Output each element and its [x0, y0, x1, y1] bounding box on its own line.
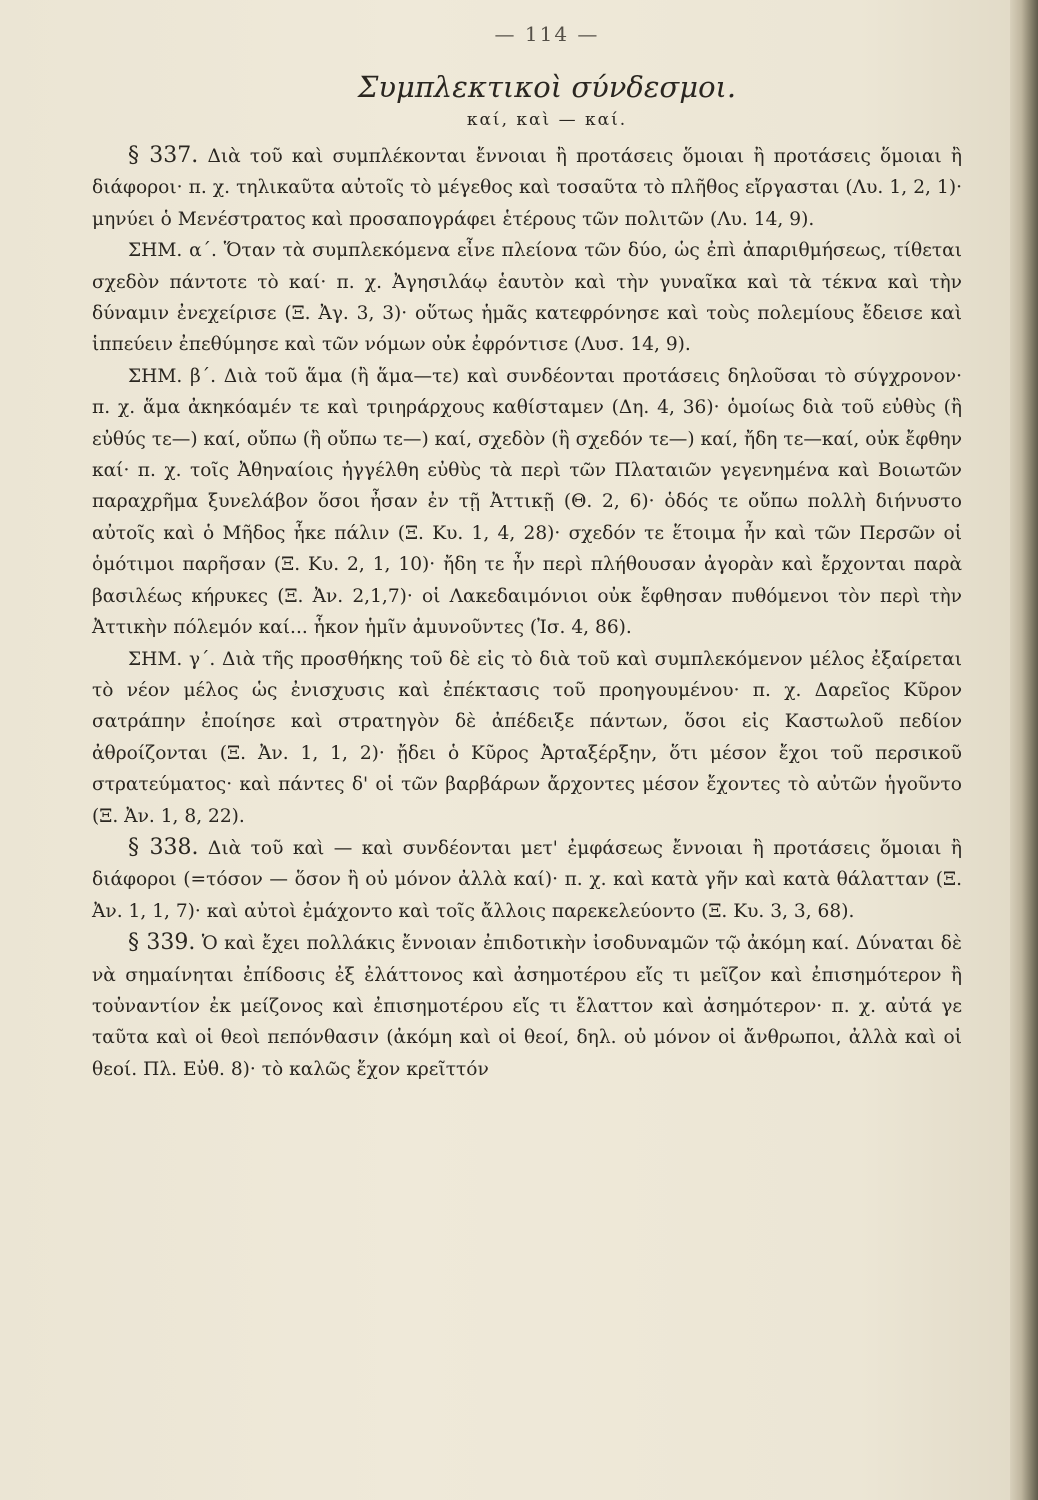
page-binding-edge: [1010, 0, 1038, 1500]
note-label: ΣΗΜ. γ΄.: [128, 648, 216, 670]
paragraph-text: Ὅταν τὰ συμπλεκόμενα εἶνε πλείονα τῶν δύο, ὡς ἐπὶ ἀπαριθμήσεως, τίθεται σχεδὸν πάντοτε τὸ καί· π. χ. Ἀγησιλάῳ ἑαυτὸν καὶ τὴν γυναῖκα καὶ τὰ τέκνα καὶ τὴν δύναμιν ἐνεχείρισε (Ξ. Ἀγ. 3, 3)· οὕτως ἡμᾶς κατεφρόνησε καὶ τοὺς πολεμίους ἔδεισε καὶ ἱππεύειν ἐπεθύμησε καὶ τῶν νόμων οὐκ ἐφρόντισε (Λυσ. 14, 9).: [92, 240, 962, 356]
note-alpha: [92, 235, 962, 361]
paragraph-339: [92, 927, 962, 1085]
page-number: — 114 —: [494, 22, 600, 46]
page-content: [92, 22, 962, 1085]
section-number: § 337.: [128, 143, 199, 168]
paragraph-text: Διὰ τοῦ καὶ — καὶ συνδέονται μετ' ἐμφάσεως ἔννοιαι ἢ προτάσεις ὅμοιαι ἢ διάφοροι (=τόσον — ὅσον ἢ οὐ μόνον ἀλλὰ καί)· π. χ. καὶ κατὰ γῆν καὶ κατὰ θάλατταν (Ξ. Ἀν. 1, 1, 7)· καὶ αὐτοὶ ἐμάχοντο καὶ τοῖς ἄλλοις παρεκελεύοντο (Ξ. Κυ. 3, 3, 68).: [92, 837, 963, 922]
paragraph-338: [92, 832, 962, 927]
paragraph-text: Διὰ τοῦ καὶ συμπλέκονται ἔννοιαι ἢ προτάσεις ὅμοιαι ἢ προτάσεις ὅμοιαι ἢ διάφοροι· π. χ. τηλικαῦτα αὐτοῖς τὸ μέγεθος καὶ τοσαῦτα τὸ πλῆθος εἴργασται (Λυ. 1, 2, 1)· μηνύει ὁ Μενέστρατος καὶ προσαπογράφει ἑτέρους τῶν πολιτῶν (Λυ. 14, 9).: [92, 146, 962, 230]
paragraph-text: Ὁ καὶ ἔχει πολλάκις ἔννοιαν ἐπιδοτικὴν ἰσοδυναμῶν τῷ ἀκόμη καί. Δύναται δὲ νὰ σημαίνηται ἐπίδοσις ἐξ ἐλάττονος καὶ ἀσημοτέρου εἴς τι μεῖζον καὶ ἐπισημότερον ἢ τοὐναντίον ἐκ μείζονος καὶ ἐπισημοτέρου εἴς τι ἔλαττον καὶ ἀσημότερον· π. χ. αὐτά γε ταῦτα καὶ οἱ θεοὶ πεπόνθασιν (ἀκόμη καὶ οἱ θεοί, δηλ. οὐ μόνον οἱ ἄνθρωποι, ἀλλὰ καὶ οἱ θεοί. Πλ. Εὐθ. 8)· τὸ καλῶς ἔχον κρεῖττόν: [92, 933, 962, 1080]
paragraph-337: [92, 140, 962, 235]
paragraph-text: Διὰ τῆς προσθήκης τοῦ δὲ εἰς τὸ διὰ τοῦ καὶ συμπλεκόμενον μέλος ἐξαίρεται τὸ νέον μέλος ὡς ἐνισχυσις καὶ ἐπέκτασις τοῦ προηγουμένου· π. χ. Δαρεῖος Κῦρον σατράπην ἐποίησε καὶ στρατηγὸν δὲ ἀπέδειξε πάντων, ὅσοι εἰς Καστωλοῦ πεδίον ἀθροίζονται (Ξ. Ἀν. 1, 1, 2)· ᾔδει ὁ Κῦρος Ἀρταξέρξην, ὅτι μέσον ἔχοι τοῦ περσικοῦ στρατεύματος· καὶ πάντες δ' οἱ τῶν βαρβάρων ἄρχοντες μέσον ἔχοντες τὸ αὐτῶν ἡγοῦντο (Ξ. Ἀν. 1, 8, 22).: [92, 648, 962, 827]
note-label: ΣΗΜ. β΄.: [128, 365, 217, 387]
chapter-title: Συμπλεκτικοὶ σύνδεσμοι.: [357, 70, 737, 104]
section-number: § 339.: [128, 930, 196, 956]
note-gamma: [92, 644, 962, 832]
section-number: § 338.: [128, 834, 199, 860]
note-beta: [92, 361, 962, 644]
chapter-subtitle: καί, καὶ — καί.: [466, 110, 628, 130]
note-label: ΣΗΜ. α΄.: [128, 240, 217, 262]
paragraph-text: Διὰ τοῦ ἅμα (ἢ ἅμα—τε) καὶ συνδέονται προτάσεις δηλοῦσαι τὸ σύγχρονον· π. χ. ἅμα ἀκηκόαμέν τε καὶ τριηράρχους καθίσταμεν (Δη. 4, 36)· ὁμοίως διὰ τοῦ εὐθὺς (ἢ εὐθύς τε—) καί, οὔπω (ἢ οὔπω τε—) καί, σχεδὸν (ἢ σχεδόν τε—) καί, ἤδη τε—καί, οὐκ ἔφθην καί· π. χ. τοῖς Ἀθηναίοις ἠγγέλθη εὐθὺς τὰ περὶ τῶν Πλαταιῶν γεγενημένα καὶ Βοιωτῶν παραχρῆμα ξυνελάβον ὅσοι ἦσαν ἐν τῇ Ἀττικῇ (Θ. 2, 6)· ὁδός τε οὔπω πολλὴ διήνυστο αὐτοῖς καὶ ὁ Μῆδος ἧκε πάλιν (Ξ. Κυ. 1, 4, 28)· σχεδόν τε ἕτοιμα ἦν καὶ τῶν Περσῶν οἱ ὁμότιμοι παρῆσαν (Ξ. Κυ. 2, 1, 10)· ἤδη τε ἦν περὶ πλήθουσαν ἀγορὰν καὶ ἔρχονται παρὰ βασιλέως κήρυκες (Ξ. Ἀν. 2,1,7)· οἱ Λακεδαιμόνιοι οὐκ ἔφθησαν πυθόμενοι τὸν περὶ τὴν Ἀττικὴν πόλεμόν καί... ἧκον ἡμῖν ἀμυνοῦντες (Ἰσ. 4, 86).: [92, 365, 963, 639]
